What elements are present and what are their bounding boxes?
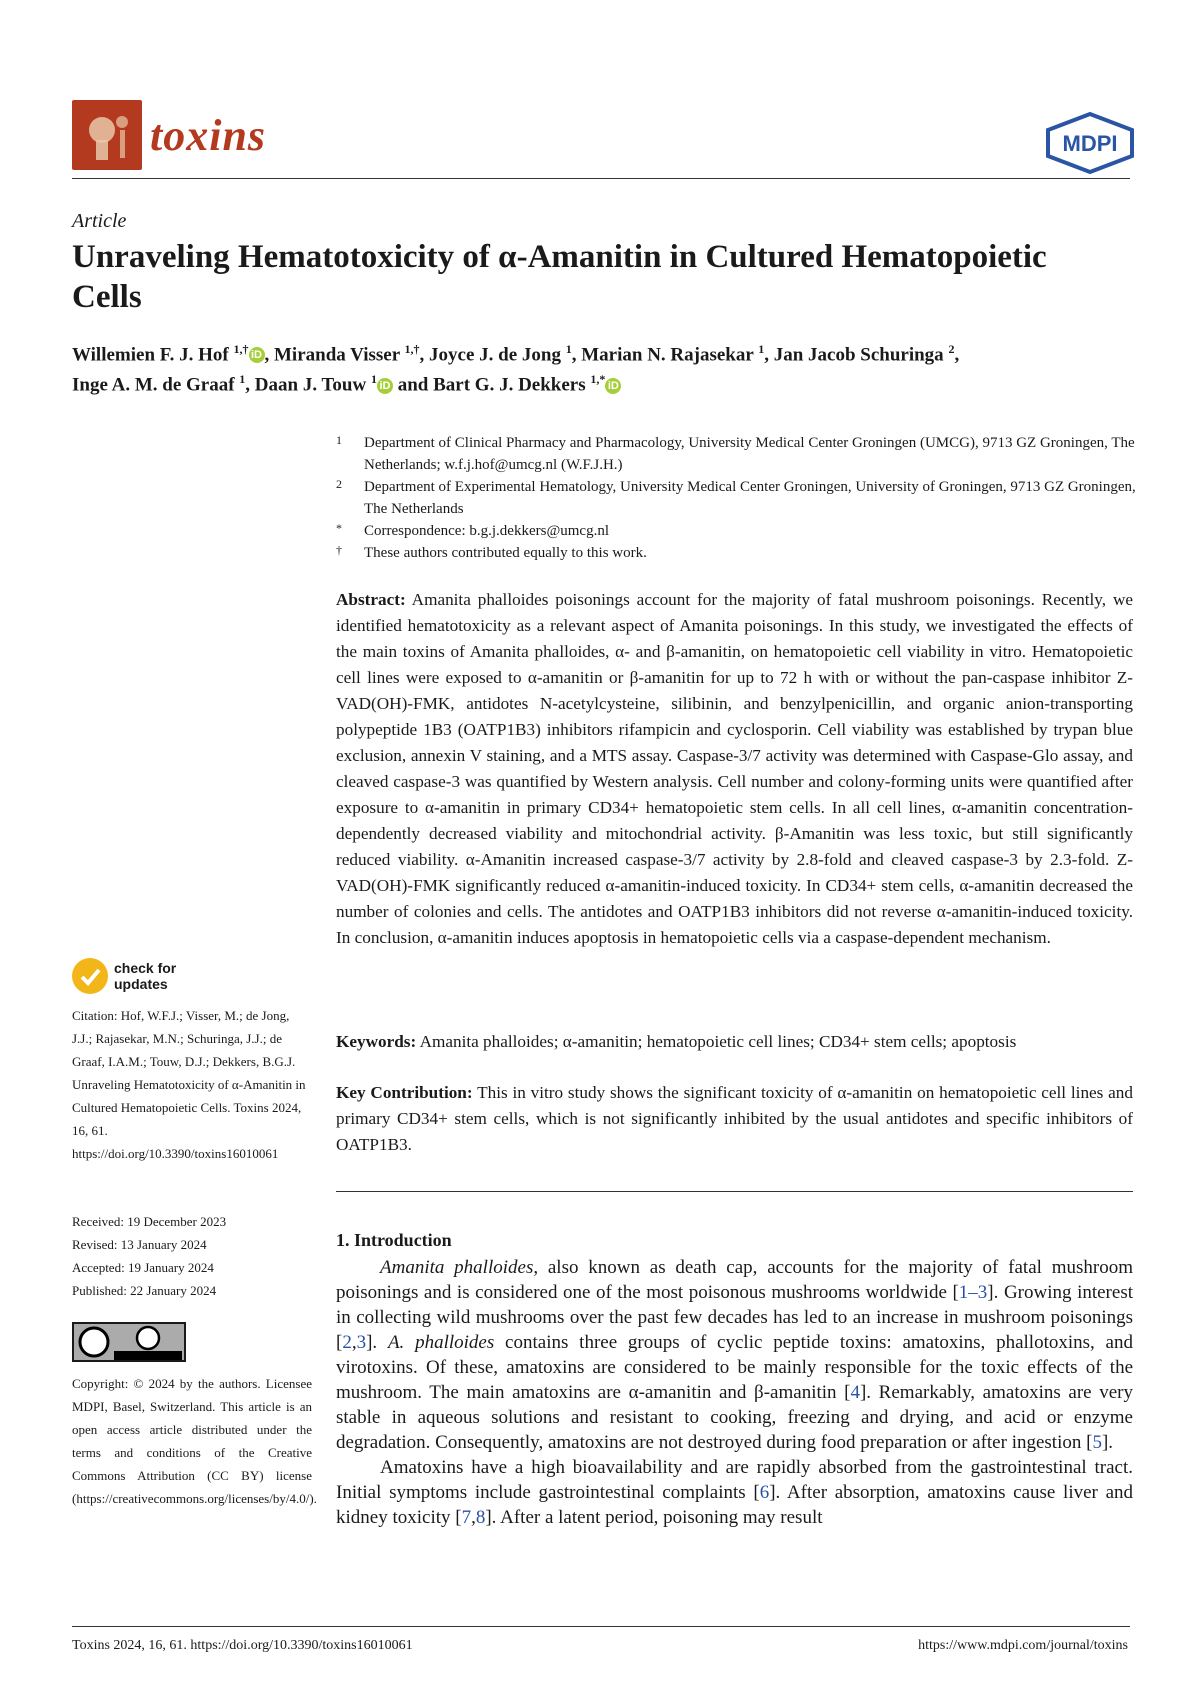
author-separator: , [954, 344, 960, 366]
paragraph [336, 1255, 1133, 1455]
author-name: Jan Jacob Schuringa [773, 344, 949, 366]
publication-date: Accepted: 19 January 2024 [72, 1260, 214, 1275]
author-separator: , [264, 344, 274, 366]
publication-date: Published: 22 January 2024 [72, 1283, 217, 1298]
orcid-icon[interactable]: iD [377, 378, 393, 394]
text-run: , also known as death cap, accounts for the majority of fatal mushroom poisonings and is considered one of the most poisonous mushrooms worldwide [ [336, 1257, 1133, 1303]
reference-link[interactable]: 7 [461, 1507, 472, 1528]
section-heading-introduction: 1. Introduction [336, 1230, 452, 1250]
text-run: Amatoxins have a high bioavailability and are rapidly absorbed from the gastrointestinal tract. Initial symptoms include gastrointestinal complaints [ [336, 1457, 1133, 1503]
copyright-notice: Copyright: © 2024 by the authors. Licensee MDPI, Basel, Switzerland. This article is an open access article distributed under the terms and conditions of the Creative Commons Attribution (CC BY) license (https://creativecommons.org/licenses/by/4.0/). [72, 1376, 317, 1506]
affiliation [336, 520, 1136, 542]
toxins-journal-logo-icon [72, 100, 142, 170]
affiliation-text: Department of Clinical Pharmacy and Pharmacology, University Medical Center Groningen (UMCG), 9713 GZ Groningen, The Netherlands; w.f.j.hof@umcg.nl (W.F.J.H.) [364, 435, 1135, 473]
affiliation-mark: † [336, 543, 342, 557]
abstract [336, 587, 1133, 951]
section-divider [336, 1191, 1133, 1192]
text-run: A. phalloides [387, 1332, 495, 1353]
author-name: Daan J. Touw [254, 374, 371, 396]
author-affiliation-mark: 1,† [233, 342, 249, 356]
reference-link[interactable]: 2 [342, 1332, 352, 1353]
text-run: , [351, 1332, 357, 1353]
publication-date: Revised: 13 January 2024 [72, 1237, 207, 1252]
text-run: ]. [1101, 1432, 1114, 1453]
reference-link[interactable]: 3 [356, 1332, 367, 1353]
text-run: ]. After absorption, amatoxins cause liver and kidney toxicity [ [336, 1482, 1133, 1528]
paragraph [336, 1455, 1133, 1530]
check-updates-icon [72, 958, 108, 994]
publisher-name: MDPI [1062, 131, 1118, 156]
affiliation [336, 542, 1136, 564]
citation: Citation: Hof, W.F.J.; Visser, M.; de Jong, J.J.; Rajasekar, M.N.; Schuringa, J.J.; de Graaf, I.A.M.; Touw, D.J.; Dekkers, B.G.J. Unraveling Hematotoxicity of α-Amanitin in Cultured Hematopoietic Cells. Toxins 2024, 16, 61. https://doi.org/10.3390/toxins16010061 [72, 1008, 306, 1161]
footer-citation: Toxins 2024, 16, 61. https://doi.org/10.3390/toxins16010061 [72, 1638, 413, 1653]
author-affiliation-mark: 1 [370, 372, 377, 387]
publication-date: Received: 19 December 2023 [72, 1214, 227, 1229]
reference-link[interactable]: 1–3 [958, 1282, 988, 1303]
author-separator: , [764, 344, 774, 366]
author-name: Miranda Visser [274, 344, 405, 366]
abstract-text: Amanita phalloides poisonings account for the majority of fatal mushroom poisonings. Recently, we identified hematotoxicity as a relevant aspect of Amanita poisonings. In this study, we investigated the effects of the main toxins of Amanita phalloides, α- and β-amanitin, on hematopoietic cell viability in vitro. Hematopoietic cell lines were exposed to α-amanitin or β-amanitin for up to 72 h with or without the pan-caspase inhibitor Z-VAD(OH)-FMK, antidotes N-acetylcysteine, silibinin, and benzylpenicillin, and organic anion-transporting polypeptide 1B3 (OATP1B3) inhibitors rifampicin and cyclosporin. Cell viability was established by trypan blue exclusion, annexin V staining, and a MTS assay. Caspase-3/7 activity was determined with Caspase-Glo assay, and cleaved caspase-3 was quantified by Western analysis. Cell number and colony-forming units were quantified after exposure to α-amanitin in primary CD34+ hematopoietic stem cells. In all cell lines, α-amanitin concentration-dependently decreased viability and mitochondrial activity. β-Amanitin was less toxic, but still significantly reduced viability. α-Amanitin increased caspase-3/7 activity by 2.8-fold and cleaved caspase-3 by 2.3-fold. Z-VAD(OH)-FMK significantly reduced α-amanitin-induced toxicity. In CD34+ stem cells, α-amanitin decreased the number of colonies and cells. The antidotes and OATP1B3 inhibitors did not reverse α-amanitin-induced toxicity. In conclusion, α-amanitin induces apoptosis in hematopoietic cells via a caspase-dependent mechanism. [336, 590, 1133, 947]
keywords-label: Keywords: [336, 1032, 417, 1051]
reference-link[interactable]: 5 [1092, 1432, 1102, 1453]
text-run: ]. [366, 1332, 388, 1353]
text-run: , [471, 1507, 476, 1528]
affiliation-text: Department of Experimental Hematology, University Medical Center Groningen, University of Groningen, 9713 GZ Groningen, The Netherlands [364, 479, 1136, 517]
text-run: contains three groups of cyclic peptide toxins: amatoxins, phallotoxins, and virotoxins. Of these, amatoxins are considered to be mainly responsible for the toxic effects of the mushroom. The main amatoxins are α-amanitin and β-amanitin [ [336, 1332, 1133, 1403]
text-run: ]. Remarkably, amatoxins are very stable in aqueous solutions and resistant to cooking, freezing and drying, and acid or enzyme degradation. Consequently, amatoxins are not destroyed during food preparation or after ingestion [ [336, 1382, 1133, 1453]
keywords-text: Amanita phalloides; α-amanitin; hematopoietic cell lines; CD34+ stem cells; apoptosis [419, 1032, 1017, 1051]
article-title: Unraveling Hematotoxicity of α-Amanitin in Cultured Hematopoietic Cells [72, 239, 1047, 315]
text-run: ]. Growing interest in collecting wild mushrooms over the past few decades has led to an increase in mushroom poisonings [ [336, 1282, 1133, 1353]
footer-rule [72, 1626, 1130, 1627]
author-affiliation-mark: 2 [948, 342, 955, 356]
affiliation-mark: 2 [336, 477, 342, 491]
author-affiliation-mark: 1 [239, 372, 246, 387]
author-list [72, 337, 1132, 398]
author-separator: , [571, 344, 582, 366]
author-separator: and [392, 374, 434, 396]
author-name: Bart G. J. Dekkers [433, 374, 591, 396]
header-rule [72, 178, 1130, 179]
author-affiliation-mark: 1,* [590, 372, 606, 387]
check-updates-label: check for updates [114, 960, 177, 992]
key-contribution [336, 1080, 1133, 1158]
affiliation-text: Correspondence: b.g.j.dekkers@umcg.nl [364, 523, 610, 539]
author-name: Willemien F. J. Hof [72, 344, 234, 366]
author-affiliation-mark: 1 [565, 342, 572, 356]
key-contribution-label: Key Contribution: [336, 1083, 473, 1102]
journal-name: toxins [150, 111, 267, 160]
article-type: Article [72, 210, 127, 232]
reference-link[interactable]: 6 [759, 1482, 770, 1503]
abstract-label: Abstract: [336, 590, 406, 609]
reference-link[interactable]: 8 [475, 1507, 486, 1528]
author-name: Marian N. Rajasekar [581, 344, 759, 366]
orcid-icon[interactable]: iD [249, 347, 265, 363]
publication-dates [72, 1210, 312, 1302]
footer-journal-url[interactable]: https://www.mdpi.com/journal/toxins [918, 1638, 1128, 1653]
key-contribution-text: This in vitro study shows the significant toxicity of α-amanitin on hematopoietic cell lines and primary CD34+ stem cells, which is not significantly inhibited by the usual antidotes and specific inhibitors of OATP1B3. [336, 1083, 1133, 1154]
author-separator: , [245, 374, 255, 396]
author-name: Inge A. M. de Graaf [72, 374, 240, 396]
author-name: Joyce J. de Jong [429, 344, 566, 366]
author-affiliation-mark: 1 [758, 342, 765, 356]
orcid-icon[interactable]: iD [605, 378, 621, 394]
reference-link[interactable]: 4 [850, 1382, 860, 1403]
affiliation-mark: 1 [336, 433, 342, 447]
affiliation [336, 476, 1136, 520]
mdpi-logo [1044, 112, 1136, 174]
keywords [336, 1029, 1133, 1055]
text-run: Amanita phalloides [380, 1257, 534, 1278]
introduction-body [336, 1255, 1133, 1530]
cc-by-license-icon[interactable] [72, 1322, 186, 1362]
affiliation [336, 432, 1136, 476]
affiliations [336, 432, 1136, 564]
affiliation-mark: * [336, 521, 342, 535]
affiliation-text: These authors contributed equally to this work. [364, 545, 647, 561]
check-for-updates-badge[interactable] [72, 958, 202, 998]
author-separator: , [419, 344, 430, 366]
author-affiliation-mark: 1,† [404, 342, 420, 356]
text-run: ]. After a latent period, poisoning may result [485, 1507, 823, 1528]
